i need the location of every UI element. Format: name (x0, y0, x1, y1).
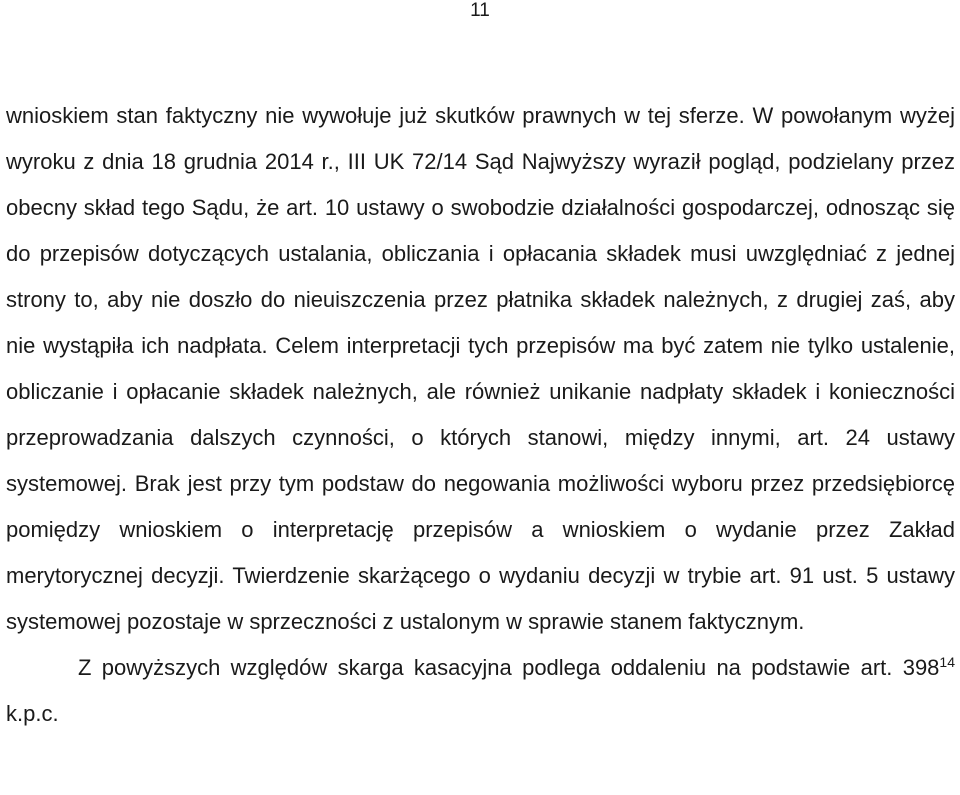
document-body (6, 93, 955, 737)
paragraph-2-suffix: k.p.c. (6, 701, 59, 726)
paragraph-2-text: Z powyższych względów skarga kasacyjna podlega oddaleniu na podstawie art. 398 (78, 655, 940, 680)
page-number: 11 (470, 0, 490, 21)
article-superscript: 14 (939, 654, 955, 670)
paragraph-2 (6, 645, 955, 737)
paragraph-1: wnioskiem stan faktyczny nie wywołuje już skutków prawnych w tej sferze. W powołanym wyżej wyroku z dnia 18 grudnia 2014 r., III UK 72/14 Sąd Najwyższy wyraził pogląd, podzielany przez obecny skład tego Sądu, że art. 10 ustawy o swobodzie działalności gospodarczej, odnosząc się do przepisów dotyczących ustalania, obliczania i opłacania składek musi uwzględniać z jednej strony to, aby nie doszło do nieuiszczenia przez płatnika składek należnych, z drugiej zaś, aby nie wystąpiła ich nadpłata. Celem interpretacji tych przepisów ma być zatem nie tylko ustalenie, obliczanie i opłacanie składek należnych, ale również unikanie nadpłaty składek i konieczności przeprowadzania dalszych czynności, o których stanowi, między innymi, art. 24 ustawy systemowej. Brak jest przy tym podstaw do negowania możliwości wyboru przez przedsiębiorcę pomiędzy wnioskiem o interpretację przepisów a wnioskiem o wydanie przez Zakład merytorycznej decyzji. Twierdzenie skarżącego o wydaniu decyzji w trybie art. 91 ust. 5 ustawy systemowej pozostaje w sprzeczności z ustalonym w sprawie stanem faktycznym. (6, 103, 955, 634)
